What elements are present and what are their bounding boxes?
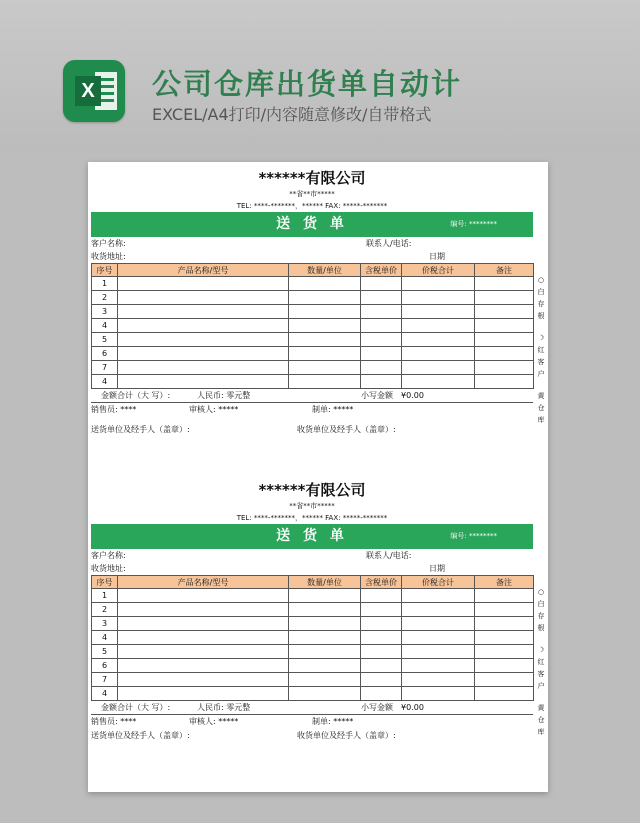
table-row <box>92 305 534 319</box>
total-cell[interactable] <box>402 673 475 687</box>
column-header: 产品名称/型号 <box>118 576 289 589</box>
price-cell[interactable] <box>361 319 402 333</box>
price-cell[interactable] <box>361 645 402 659</box>
amount-total-label: 金额合计（大 写）: <box>101 703 171 712</box>
column-header: 序号 <box>92 576 118 589</box>
contact-person-label: 联系人/电话: <box>366 551 412 560</box>
form-title: 送 货 单 <box>276 216 348 232</box>
product-cell[interactable] <box>118 659 289 673</box>
company-name: ******有限公司 <box>258 169 366 187</box>
copy-distribution-note: ○ 白 存 根 ☽ 红 客 户 黄 仓 库 <box>537 588 545 736</box>
note-cell[interactable] <box>475 631 534 645</box>
row-number: 7 <box>92 673 118 687</box>
row-number: 3 <box>92 305 118 319</box>
row-number: 3 <box>92 617 118 631</box>
note-cell[interactable] <box>475 305 534 319</box>
small-total-label: 小写金额 <box>361 703 393 712</box>
total-cell[interactable] <box>402 589 475 603</box>
product-cell[interactable] <box>118 333 289 347</box>
product-cell[interactable] <box>118 361 289 375</box>
price-cell[interactable] <box>361 659 402 673</box>
quantity-cell[interactable] <box>289 617 361 631</box>
table-row <box>92 333 534 347</box>
table-header-row <box>92 576 534 589</box>
excel-icon <box>63 60 125 122</box>
maker: 制单: ***** <box>312 405 354 414</box>
customer-line <box>91 549 533 562</box>
table-row <box>92 277 534 291</box>
table-row <box>92 347 534 361</box>
signature-line <box>91 715 533 728</box>
maker: 制单: ***** <box>312 717 354 726</box>
form-number: 编号: ******** <box>450 220 497 228</box>
table-row <box>92 631 534 645</box>
delivery-form <box>91 168 533 438</box>
company-name: ******有限公司 <box>258 481 366 499</box>
small-total-label: 小写金额 <box>361 391 393 400</box>
note-cell[interactable] <box>475 645 534 659</box>
row-number: 2 <box>92 291 118 305</box>
receiver-signature: 收货单位及经手人（盖章）: <box>297 731 396 740</box>
rmb-amount: 人民币: 零元整 <box>197 703 251 712</box>
row-number: 5 <box>92 333 118 347</box>
small-total-value: ¥0.00 <box>401 703 424 712</box>
quantity-cell[interactable] <box>289 603 361 617</box>
note-cell[interactable] <box>475 589 534 603</box>
company-address: **省**市***** <box>289 190 335 198</box>
product-cell[interactable] <box>118 603 289 617</box>
page-title: 公司仓库出货单自动计 <box>152 67 463 101</box>
date-label: 日期 <box>429 564 445 573</box>
quantity-cell[interactable] <box>289 631 361 645</box>
price-cell[interactable] <box>361 375 402 389</box>
row-number: 1 <box>92 277 118 291</box>
product-cell[interactable] <box>118 589 289 603</box>
rmb-amount: 人民币: 零元整 <box>197 391 251 400</box>
quantity-cell[interactable] <box>289 687 361 701</box>
note-cell[interactable] <box>475 687 534 701</box>
note-cell[interactable] <box>475 659 534 673</box>
sender-signature: 送货单位及经手人（盖章）: <box>91 425 190 434</box>
price-cell[interactable] <box>361 617 402 631</box>
customer-name-label: 客户名称: <box>91 239 126 248</box>
price-cell[interactable] <box>361 603 402 617</box>
column-header: 价税合计 <box>402 264 475 277</box>
table-row <box>92 319 534 333</box>
row-number: 4 <box>92 375 118 389</box>
document-page <box>88 162 548 792</box>
total-cell[interactable] <box>402 305 475 319</box>
quantity-cell[interactable] <box>289 659 361 673</box>
note-cell[interactable] <box>475 291 534 305</box>
customer-name-label: 客户名称: <box>91 551 126 560</box>
note-cell[interactable] <box>475 673 534 687</box>
form-banner <box>91 524 533 549</box>
row-number: 4 <box>92 631 118 645</box>
table-row <box>92 617 534 631</box>
contact-person-label: 联系人/电话: <box>366 239 412 248</box>
price-cell[interactable] <box>361 291 402 305</box>
total-cell[interactable] <box>402 333 475 347</box>
total-cell[interactable] <box>402 375 475 389</box>
form-title: 送 货 单 <box>276 528 348 544</box>
form-number: 编号: ******** <box>450 532 497 540</box>
signature-line <box>91 403 533 416</box>
row-number: 1 <box>92 589 118 603</box>
reviewer: 审核人: ***** <box>189 717 239 726</box>
reviewer: 审核人: ***** <box>189 405 239 414</box>
price-cell[interactable] <box>361 589 402 603</box>
product-cell[interactable] <box>118 375 289 389</box>
price-cell[interactable] <box>361 347 402 361</box>
row-number: 6 <box>92 659 118 673</box>
handler-line <box>91 422 533 438</box>
row-number: 2 <box>92 603 118 617</box>
column-header: 含税单价 <box>361 576 402 589</box>
receiver-signature: 收货单位及经手人（盖章）: <box>297 425 396 434</box>
quantity-cell[interactable] <box>289 305 361 319</box>
note-cell[interactable] <box>475 277 534 291</box>
product-cell[interactable] <box>118 631 289 645</box>
form-banner <box>91 212 533 237</box>
row-number: 4 <box>92 319 118 333</box>
product-cell[interactable] <box>118 347 289 361</box>
quantity-cell[interactable] <box>289 589 361 603</box>
product-cell[interactable] <box>118 291 289 305</box>
total-cell[interactable] <box>402 291 475 305</box>
company-address: **省**市***** <box>289 502 335 510</box>
delivery-address-label: 收货地址: <box>91 252 126 261</box>
quantity-cell[interactable] <box>289 291 361 305</box>
price-cell[interactable] <box>361 673 402 687</box>
delivery-address-label: 收货地址: <box>91 564 126 573</box>
address-line <box>91 250 533 263</box>
row-number: 4 <box>92 687 118 701</box>
column-header: 产品名称/型号 <box>118 264 289 277</box>
product-cell[interactable] <box>118 277 289 291</box>
table-row <box>92 603 534 617</box>
product-cell[interactable] <box>118 305 289 319</box>
quantity-cell[interactable] <box>289 347 361 361</box>
quantity-cell[interactable] <box>289 673 361 687</box>
company-contact: TEL: ****-*******，****** FAX: *****-******* <box>236 514 388 522</box>
table-row <box>92 673 534 687</box>
total-cell[interactable] <box>402 361 475 375</box>
total-cell[interactable] <box>402 617 475 631</box>
note-cell[interactable] <box>475 375 534 389</box>
product-cell[interactable] <box>118 319 289 333</box>
total-cell[interactable] <box>402 631 475 645</box>
amount-summary <box>91 701 533 715</box>
price-cell[interactable] <box>361 361 402 375</box>
column-header: 备注 <box>475 576 534 589</box>
row-number: 6 <box>92 347 118 361</box>
note-cell[interactable] <box>475 617 534 631</box>
salesperson: 销售员: **** <box>91 717 137 726</box>
product-cell[interactable] <box>118 673 289 687</box>
quantity-cell[interactable] <box>289 277 361 291</box>
column-header: 数量/单位 <box>289 576 361 589</box>
column-header: 备注 <box>475 264 534 277</box>
column-header: 含税单价 <box>361 264 402 277</box>
table-row <box>92 645 534 659</box>
total-cell[interactable] <box>402 319 475 333</box>
table-row <box>92 589 534 603</box>
items-table <box>91 575 534 701</box>
table-row <box>92 291 534 305</box>
copy-distribution-note: ○ 白 存 根 ☽ 红 客 户 黄 仓 库 <box>537 276 545 424</box>
quantity-cell[interactable] <box>289 645 361 659</box>
handler-line <box>91 728 533 744</box>
sender-signature: 送货单位及经手人（盖章）: <box>91 731 190 740</box>
total-cell[interactable] <box>402 687 475 701</box>
product-cell[interactable] <box>118 617 289 631</box>
table-row <box>92 659 534 673</box>
small-total-value: ¥0.00 <box>401 391 424 400</box>
row-number: 7 <box>92 361 118 375</box>
total-cell[interactable] <box>402 645 475 659</box>
column-header: 价税合计 <box>402 576 475 589</box>
row-number: 5 <box>92 645 118 659</box>
price-cell[interactable] <box>361 277 402 291</box>
quantity-cell[interactable] <box>289 375 361 389</box>
total-cell[interactable] <box>402 277 475 291</box>
salesperson: 销售员: **** <box>91 405 137 414</box>
total-cell[interactable] <box>402 603 475 617</box>
total-cell[interactable] <box>402 347 475 361</box>
product-cell[interactable] <box>118 645 289 659</box>
customer-line <box>91 237 533 250</box>
address-line <box>91 562 533 575</box>
note-cell[interactable] <box>475 361 534 375</box>
quantity-cell[interactable] <box>289 319 361 333</box>
items-table <box>91 263 534 389</box>
total-cell[interactable] <box>402 659 475 673</box>
note-cell[interactable] <box>475 603 534 617</box>
table-row <box>92 361 534 375</box>
price-cell[interactable] <box>361 333 402 347</box>
price-cell[interactable] <box>361 631 402 645</box>
amount-total-label: 金额合计（大 写）: <box>101 391 171 400</box>
product-cell[interactable] <box>118 687 289 701</box>
table-header-row <box>92 264 534 277</box>
note-cell[interactable] <box>475 319 534 333</box>
company-contact: TEL: ****-*******，****** FAX: *****-******* <box>236 202 388 210</box>
price-cell[interactable] <box>361 687 402 701</box>
quantity-cell[interactable] <box>289 361 361 375</box>
note-cell[interactable] <box>475 347 534 361</box>
table-row <box>92 687 534 701</box>
amount-summary <box>91 389 533 403</box>
price-cell[interactable] <box>361 305 402 319</box>
column-header: 序号 <box>92 264 118 277</box>
table-row <box>92 375 534 389</box>
date-label: 日期 <box>429 252 445 261</box>
column-header: 数量/单位 <box>289 264 361 277</box>
page-subtitle: EXCEL/A4打印/内容随意修改/自带格式 <box>152 105 432 124</box>
note-cell[interactable] <box>475 333 534 347</box>
quantity-cell[interactable] <box>289 333 361 347</box>
excel-x-letter-icon: X <box>75 76 101 106</box>
delivery-form <box>91 480 533 744</box>
